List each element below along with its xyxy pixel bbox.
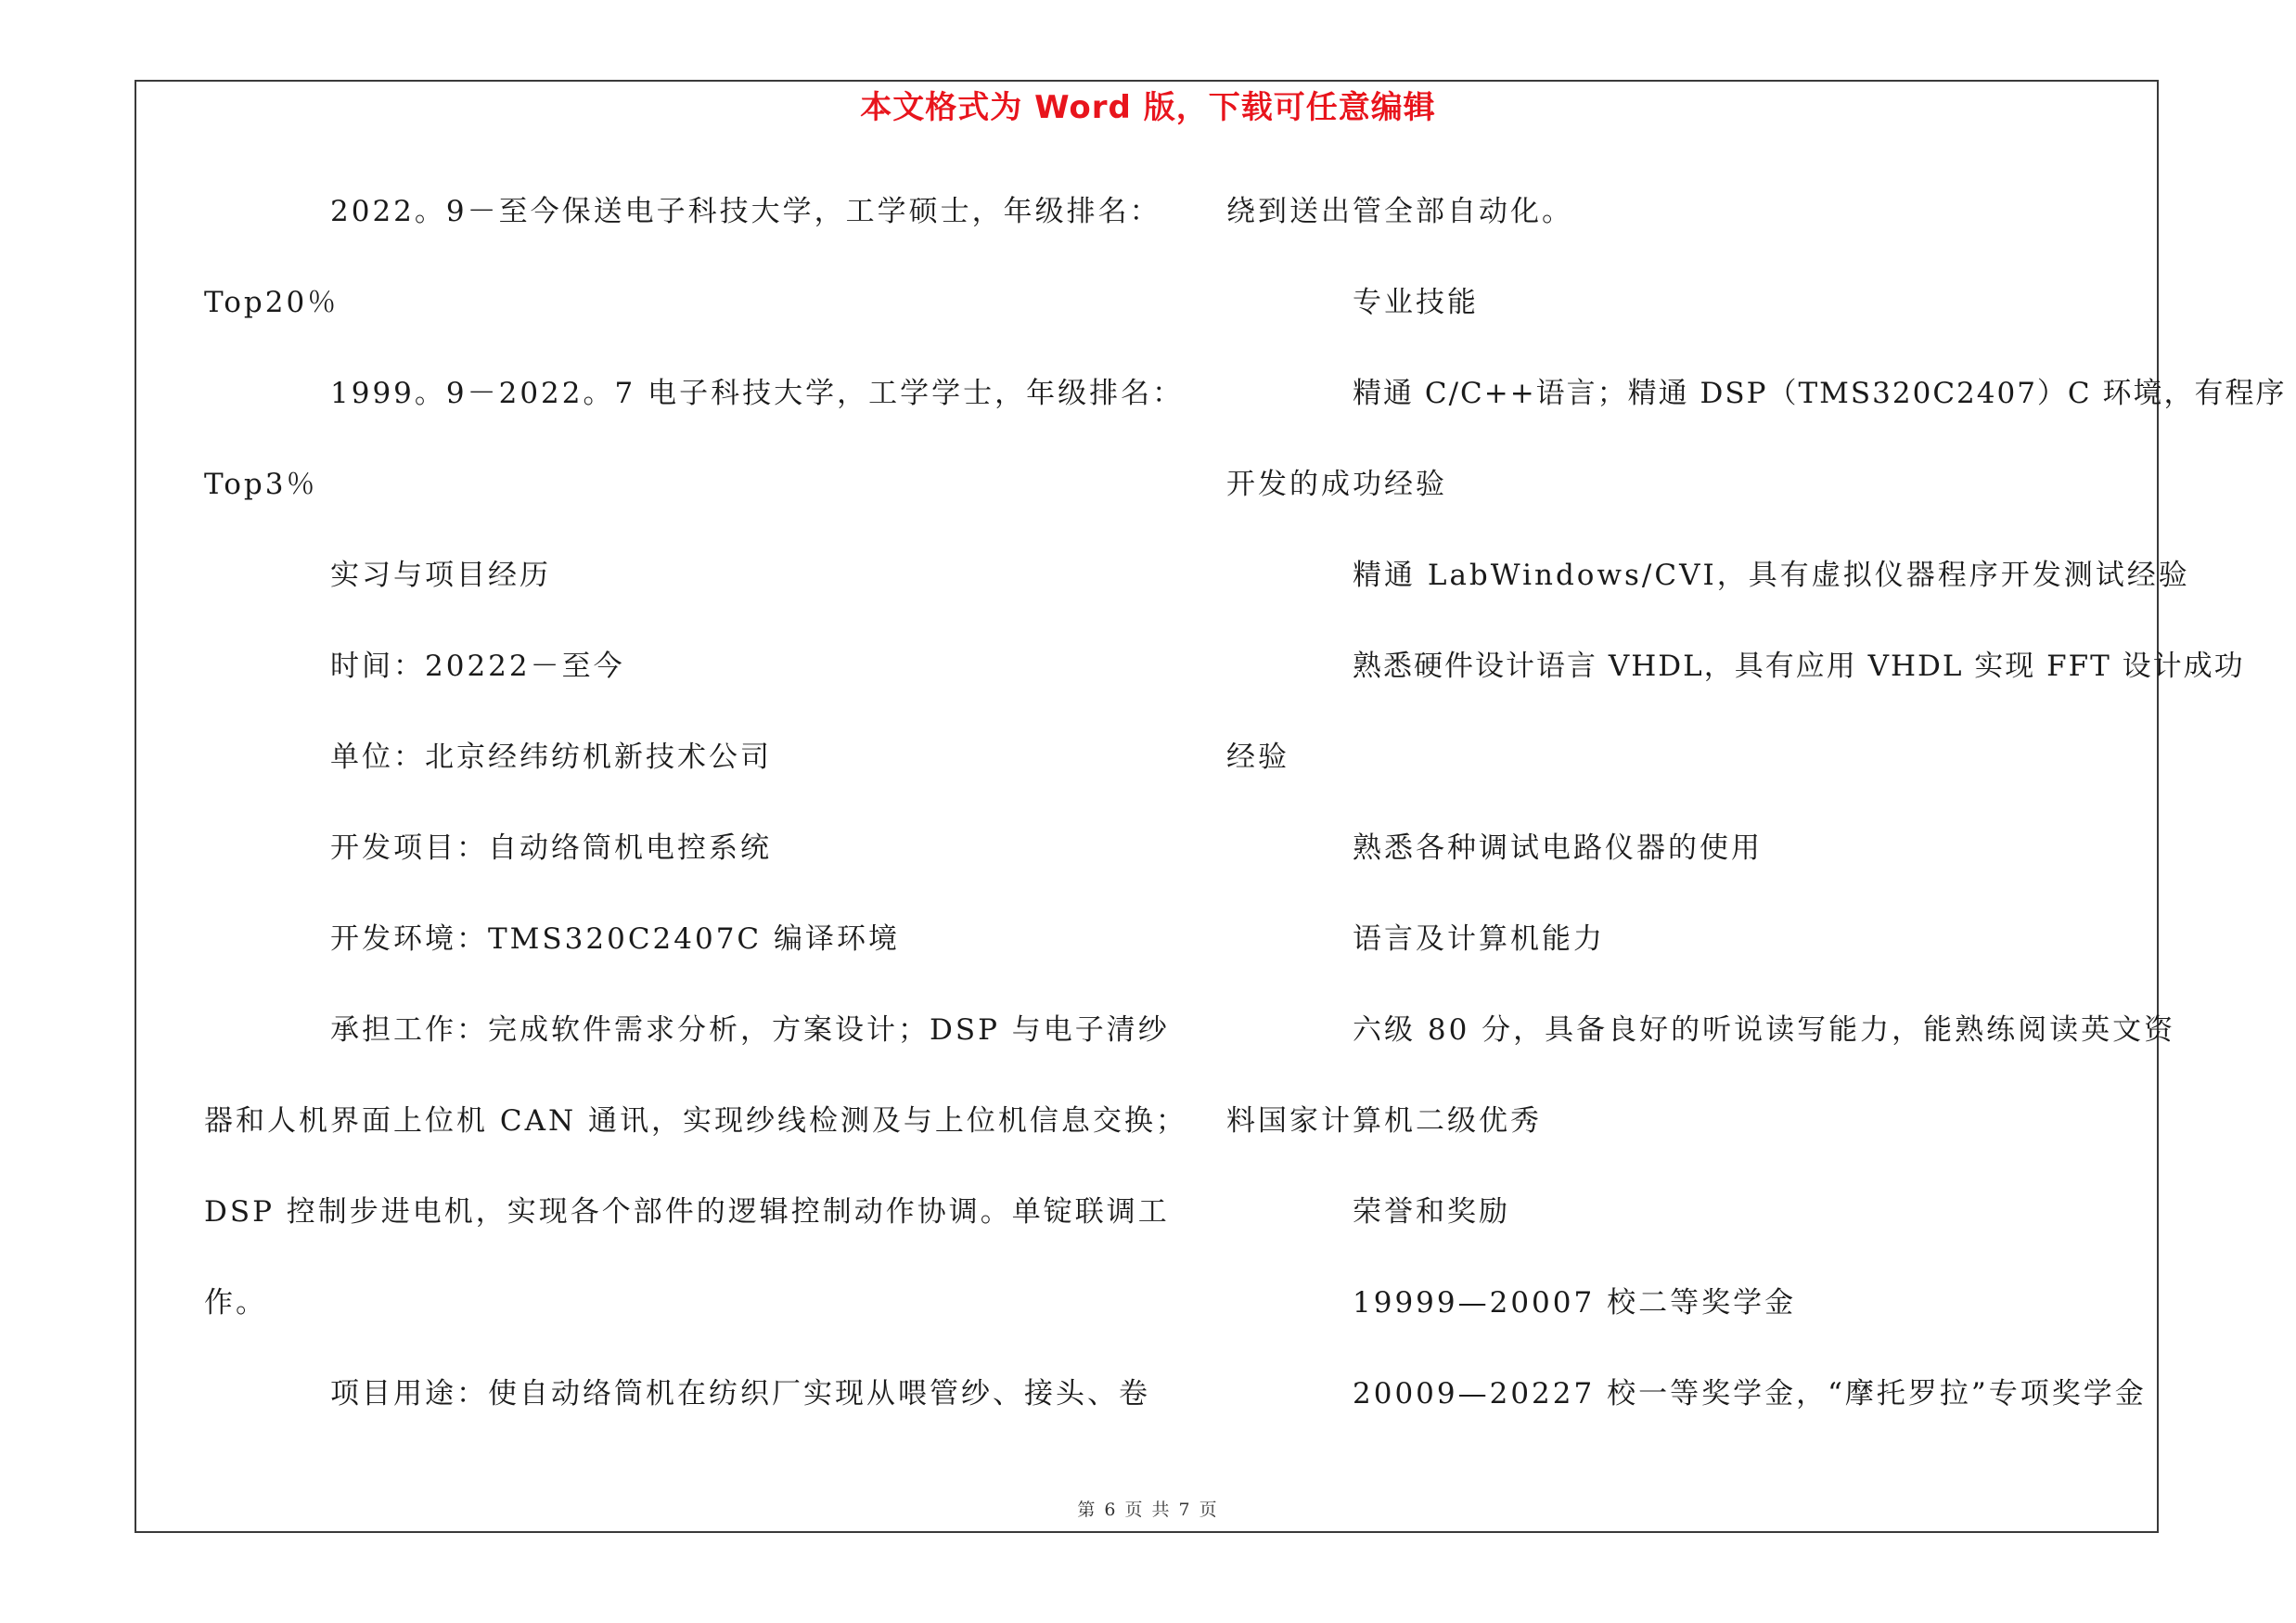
section-heading: 实习与项目经历	[330, 559, 551, 592]
text-line: 2022。9－至今保送电子科技大学，工学硕士，年级排名：	[330, 195, 1161, 228]
text-line: 项目用途：使自动络筒机在纺织厂实现从喂管纱、接头、卷	[330, 1377, 1150, 1410]
text-line: 熟悉硬件设计语言 VHDL，具有应用 VHDL 实现 FFT 设计成功	[1353, 650, 2245, 683]
text-line: Top3％	[204, 468, 318, 501]
text-line: 单位：北京经纬纺机新技术公司	[330, 741, 772, 774]
section-heading: 专业技能	[1353, 286, 1479, 319]
text-line: 绕到送出管全部自动化。	[1226, 195, 1573, 228]
text-line: 19999—20007 校二等奖学金	[1353, 1286, 1797, 1320]
format-notice-banner: 本文格式为 Word 版，下载可任意编辑	[860, 89, 1436, 126]
section-heading: 荣誉和奖励	[1353, 1195, 1510, 1229]
page-frame	[135, 80, 2159, 1533]
text-line: 开发环境：TMS320C2407C 编译环境	[330, 922, 901, 956]
text-line: 六级 80 分，具备良好的听说读写能力，能熟练阅读英文资	[1353, 1013, 2176, 1047]
section-heading: 语言及计算机能力	[1353, 922, 1605, 956]
page-number-footer: 第 6 页 共 7 页	[1077, 1500, 1219, 1520]
text-line: DSP 控制步进电机，实现各个部件的逻辑控制动作协调。单锭联调工	[204, 1195, 1170, 1229]
text-line: 器和人机界面上位机 CAN 通讯，实现纱线检测及与上位机信息交换；	[204, 1104, 1187, 1138]
text-line: 开发项目：自动络筒机电控系统	[330, 831, 772, 865]
text-line: 精通 LabWindows/CVI，具有虚拟仪器程序开发测试经验	[1353, 559, 2190, 592]
text-line: 经验	[1226, 741, 1289, 774]
text-line: 熟悉各种调试电路仪器的使用	[1353, 831, 1763, 865]
text-line: 开发的成功经验	[1226, 468, 1447, 501]
text-line: 作。	[204, 1286, 267, 1320]
text-line: 时间：20222－至今	[330, 650, 625, 683]
text-line: 20009—20227 校一等奖学金，“摩托罗拉”专项奖学金	[1353, 1377, 2147, 1410]
text-line: 精通 C/C++语言；精通 DSP（TMS320C2407）C 环境，有程序	[1353, 377, 2287, 410]
text-line: Top20％	[204, 286, 340, 319]
text-line: 料国家计算机二级优秀	[1226, 1104, 1542, 1138]
text-line: 1999。9－2022。7 电子科技大学，工学学士，年级排名：	[330, 377, 1185, 410]
text-line: 承担工作：完成软件需求分析，方案设计；DSP 与电子清纱	[330, 1013, 1170, 1047]
